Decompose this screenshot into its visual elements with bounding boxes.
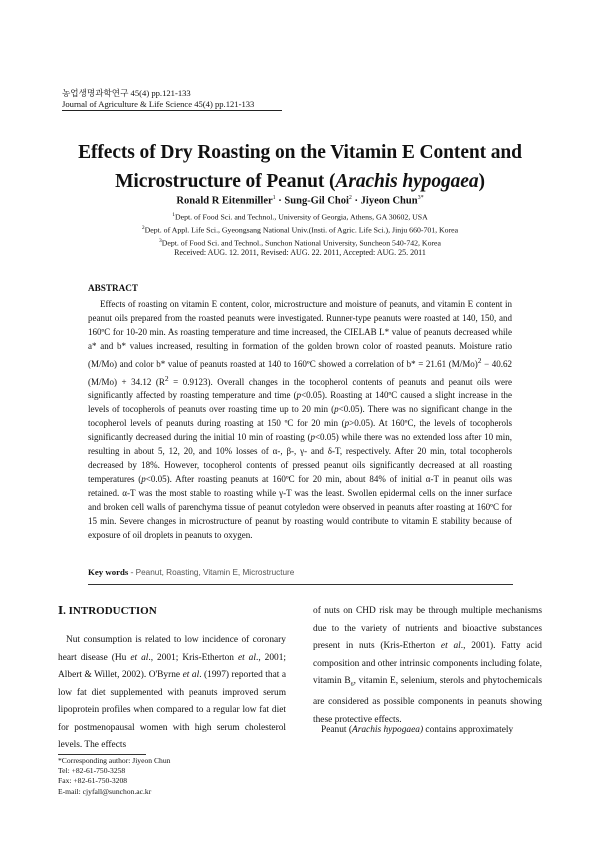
title-line-2-suffix: )	[478, 171, 485, 192]
corresponding-author-footnote	[58, 756, 170, 797]
affiliation-1-sup: 1	[172, 212, 175, 218]
journal-title-korean: 농업생명과학연구 45(4) pp.121-133	[62, 88, 191, 98]
intro-text: , vitamin E, selenium, sterols and phytochemicals are considered as possible components in peanuts showing these protective effects.	[313, 676, 542, 725]
abstract-text: = 0.9123). Overall changes in the tocopherol contents of peanuts and peanut oils were significantly affected by roasting temperature and time (	[88, 376, 513, 401]
abstract-text: Effects of roasting on vitamin E content, color, microstructure and moisture of peanuts, and vitamin E content in peanut oils prepared from the roasted peanuts were investigated. Runner-type peanuts were roasted at 140, 150, and 160ºC for 10-20 min. As roasting temperature and time increased, the CIELAB L* value of peanuts decreased while a* and b* values increased, resulting in formation of the golden brown color of roasted peanuts. Moisture ratio (M/Mo) and color b* value of peanuts roasted at 140 to 160ºC showed a correlation of b* = 21.61 (M/Mo)	[88, 299, 512, 369]
intro-subscript: 6	[350, 681, 354, 688]
author-1-name: Ronald R Eitenmiller	[176, 195, 273, 207]
journal-header	[62, 88, 254, 110]
abstract-italic: p	[296, 390, 302, 401]
affiliation-2-sup: 2	[141, 225, 145, 232]
abstract-text: <0.05). After roasting peanuts at 160ºC for 20 min, about 84% of initial α-T in peanut oils was retained. α-T was the most stable to roasting while γ-T was the least. Swollen epidermal cells on the inner surface and broken cell walls of parenchyma tissue of peanut cotyledon were observed in peanuts after roasting at 160ºC for 15 min. Severe changes in microstructure of peanut by roasting would contribute to vitamin E stability because of exposure of oil droplets in peanuts to oxygen.	[88, 473, 512, 540]
abstract-italic: p	[344, 418, 350, 429]
affiliation-3-text: Dept. of Food Sci. and Technol., Sunchon National University, Suncheon 540-742, Korea	[161, 238, 441, 248]
footnote-email: E-mail: cjyfall@sunchon.ac.kr	[58, 786, 152, 796]
intro-text: contains approximately	[423, 725, 514, 735]
affiliation-1-text: Dept. of Food Sci. and Technol., University of Georgia, Athens, GA 30602, USA	[174, 212, 428, 222]
intro-italic: et al	[130, 652, 149, 663]
intro-italic: et al	[440, 641, 461, 651]
title-line-2-prefix: Microstructure of Peanut (	[115, 171, 336, 192]
affiliation-2	[40, 223, 560, 236]
keywords-list: Peanut, Roasting, Vitamin E, Microstructure	[135, 568, 295, 577]
author-3-name: Jiyeon Chun	[360, 195, 418, 207]
keywords-line	[88, 567, 294, 577]
journal-title-english: Journal of Agriculture & Life Science 45(4) pp.121-133	[62, 99, 255, 109]
abstract-italic: p	[141, 473, 146, 484]
intro-text: Nut consumption is related to low incidence of coronary heart disease (Hu	[58, 635, 286, 663]
intro-text: . (1997) reported that a low fat diet supplemented with peanuts improved serum lipoprotein profiles when compared to a regular low fat diet for postmenopausal women with high serum cholesterol levels. The effects	[58, 670, 287, 750]
intro-left-column	[58, 632, 286, 755]
header-divider	[62, 110, 282, 111]
intro-italic: et al	[237, 652, 256, 663]
abstract-heading: ABSTRACT	[88, 283, 139, 293]
title-line-1: Effects of Dry Roasting on the Vitamin E Content and	[78, 142, 522, 163]
affiliation-2-text: Dept. of Appl. Life Sci., Gyeongsang National Univ.(Insti. of Agric. Life Sci.), Jinju 660-701, Korea	[144, 225, 459, 235]
intro-italic: Arachis hypogaea)	[351, 725, 424, 735]
author-2-sup: 2	[348, 195, 352, 201]
title-line-2	[40, 167, 560, 196]
footnote-fax: Fax: +82-61-750-3208	[58, 776, 128, 786]
author-1-sup: 1	[272, 195, 276, 201]
affiliation-3-sup: 3	[159, 238, 162, 245]
abstract-superscript: 2	[164, 373, 169, 383]
keywords-label: Key words	[88, 567, 129, 577]
abstract-text: <0.05) while there was no extended loss after 10 min, resulting in about 5, 12, 20, and 10% losses of α-, β-, γ- and δ-T, respectively. After 20 min, total tocopherols decreased by 18%. However, tocopherol contents of pressed peanut oils significantly decreased at all roasting temperatures (	[88, 432, 512, 484]
abstract-text: >0.05). At 160ºC, the levels of tocopherols significantly decreased during the initial 10 min of roasting (	[88, 418, 512, 443]
abstract-superscript: 2	[477, 355, 482, 365]
footnote-tel: Tel: +82-61-750-3258	[58, 766, 126, 776]
footnote-divider	[58, 754, 146, 755]
title-species-name: Arachis hypogaea	[335, 171, 479, 192]
abstract-italic: p	[334, 404, 339, 415]
keywords-divider	[88, 584, 513, 585]
received-dates: Received: AUG. 12. 2011, Revised: AUG. 22. 2011, Accepted: AUG. 25. 2011	[174, 248, 426, 257]
affiliations	[40, 210, 560, 249]
author-separator: ·	[351, 195, 361, 207]
paper-title	[40, 138, 560, 196]
intro-right-column-paragraph-2	[313, 722, 542, 740]
affiliation-1	[40, 210, 560, 223]
abstract-body	[88, 298, 512, 542]
author-separator: ·	[275, 195, 285, 207]
intro-text: ., 2001; Kris-Etherton	[148, 652, 238, 663]
author-list	[40, 195, 560, 207]
author-3-sup: 3*	[417, 195, 424, 201]
intro-italic: et al	[182, 670, 200, 680]
intro-text: ., 2001; Albert & Willet, 2002). O'Byrne	[58, 652, 287, 680]
intro-text: of nuts on CHD risk may be through multiple mechanisms due to the variety of nutrients and bioactive substances present in nuts (Kris-Etherton	[313, 606, 542, 651]
intro-text: ., 2001). Fatty acid composition and other intrinsic components including folate, vitamin B	[313, 641, 542, 686]
intro-text: Peanut (	[321, 725, 352, 735]
footnote-author: *Corresponding author: Jiyeon Chun	[58, 756, 171, 765]
section-heading-introduction: Ⅰ. INTRODUCTION	[58, 605, 157, 617]
abstract-italic: p	[310, 432, 315, 443]
intro-right-column	[313, 603, 542, 729]
keywords-separator: -	[128, 567, 136, 577]
abstract-text: − 40.62 (M/Mo) + 34.12 (R	[88, 358, 512, 387]
abstract-text: <0.05). Roasting at 140ºC caused a slight increase in the levels of tocopherols of peanuts over roasting time up to 20 min (	[88, 390, 512, 415]
author-2-name: Sung-Gil Choi	[284, 195, 349, 207]
abstract-text: <0.05). There was no significant change in the tocopherol levels of peanuts during roasting at 150 ºC for 20 min (	[88, 404, 512, 429]
